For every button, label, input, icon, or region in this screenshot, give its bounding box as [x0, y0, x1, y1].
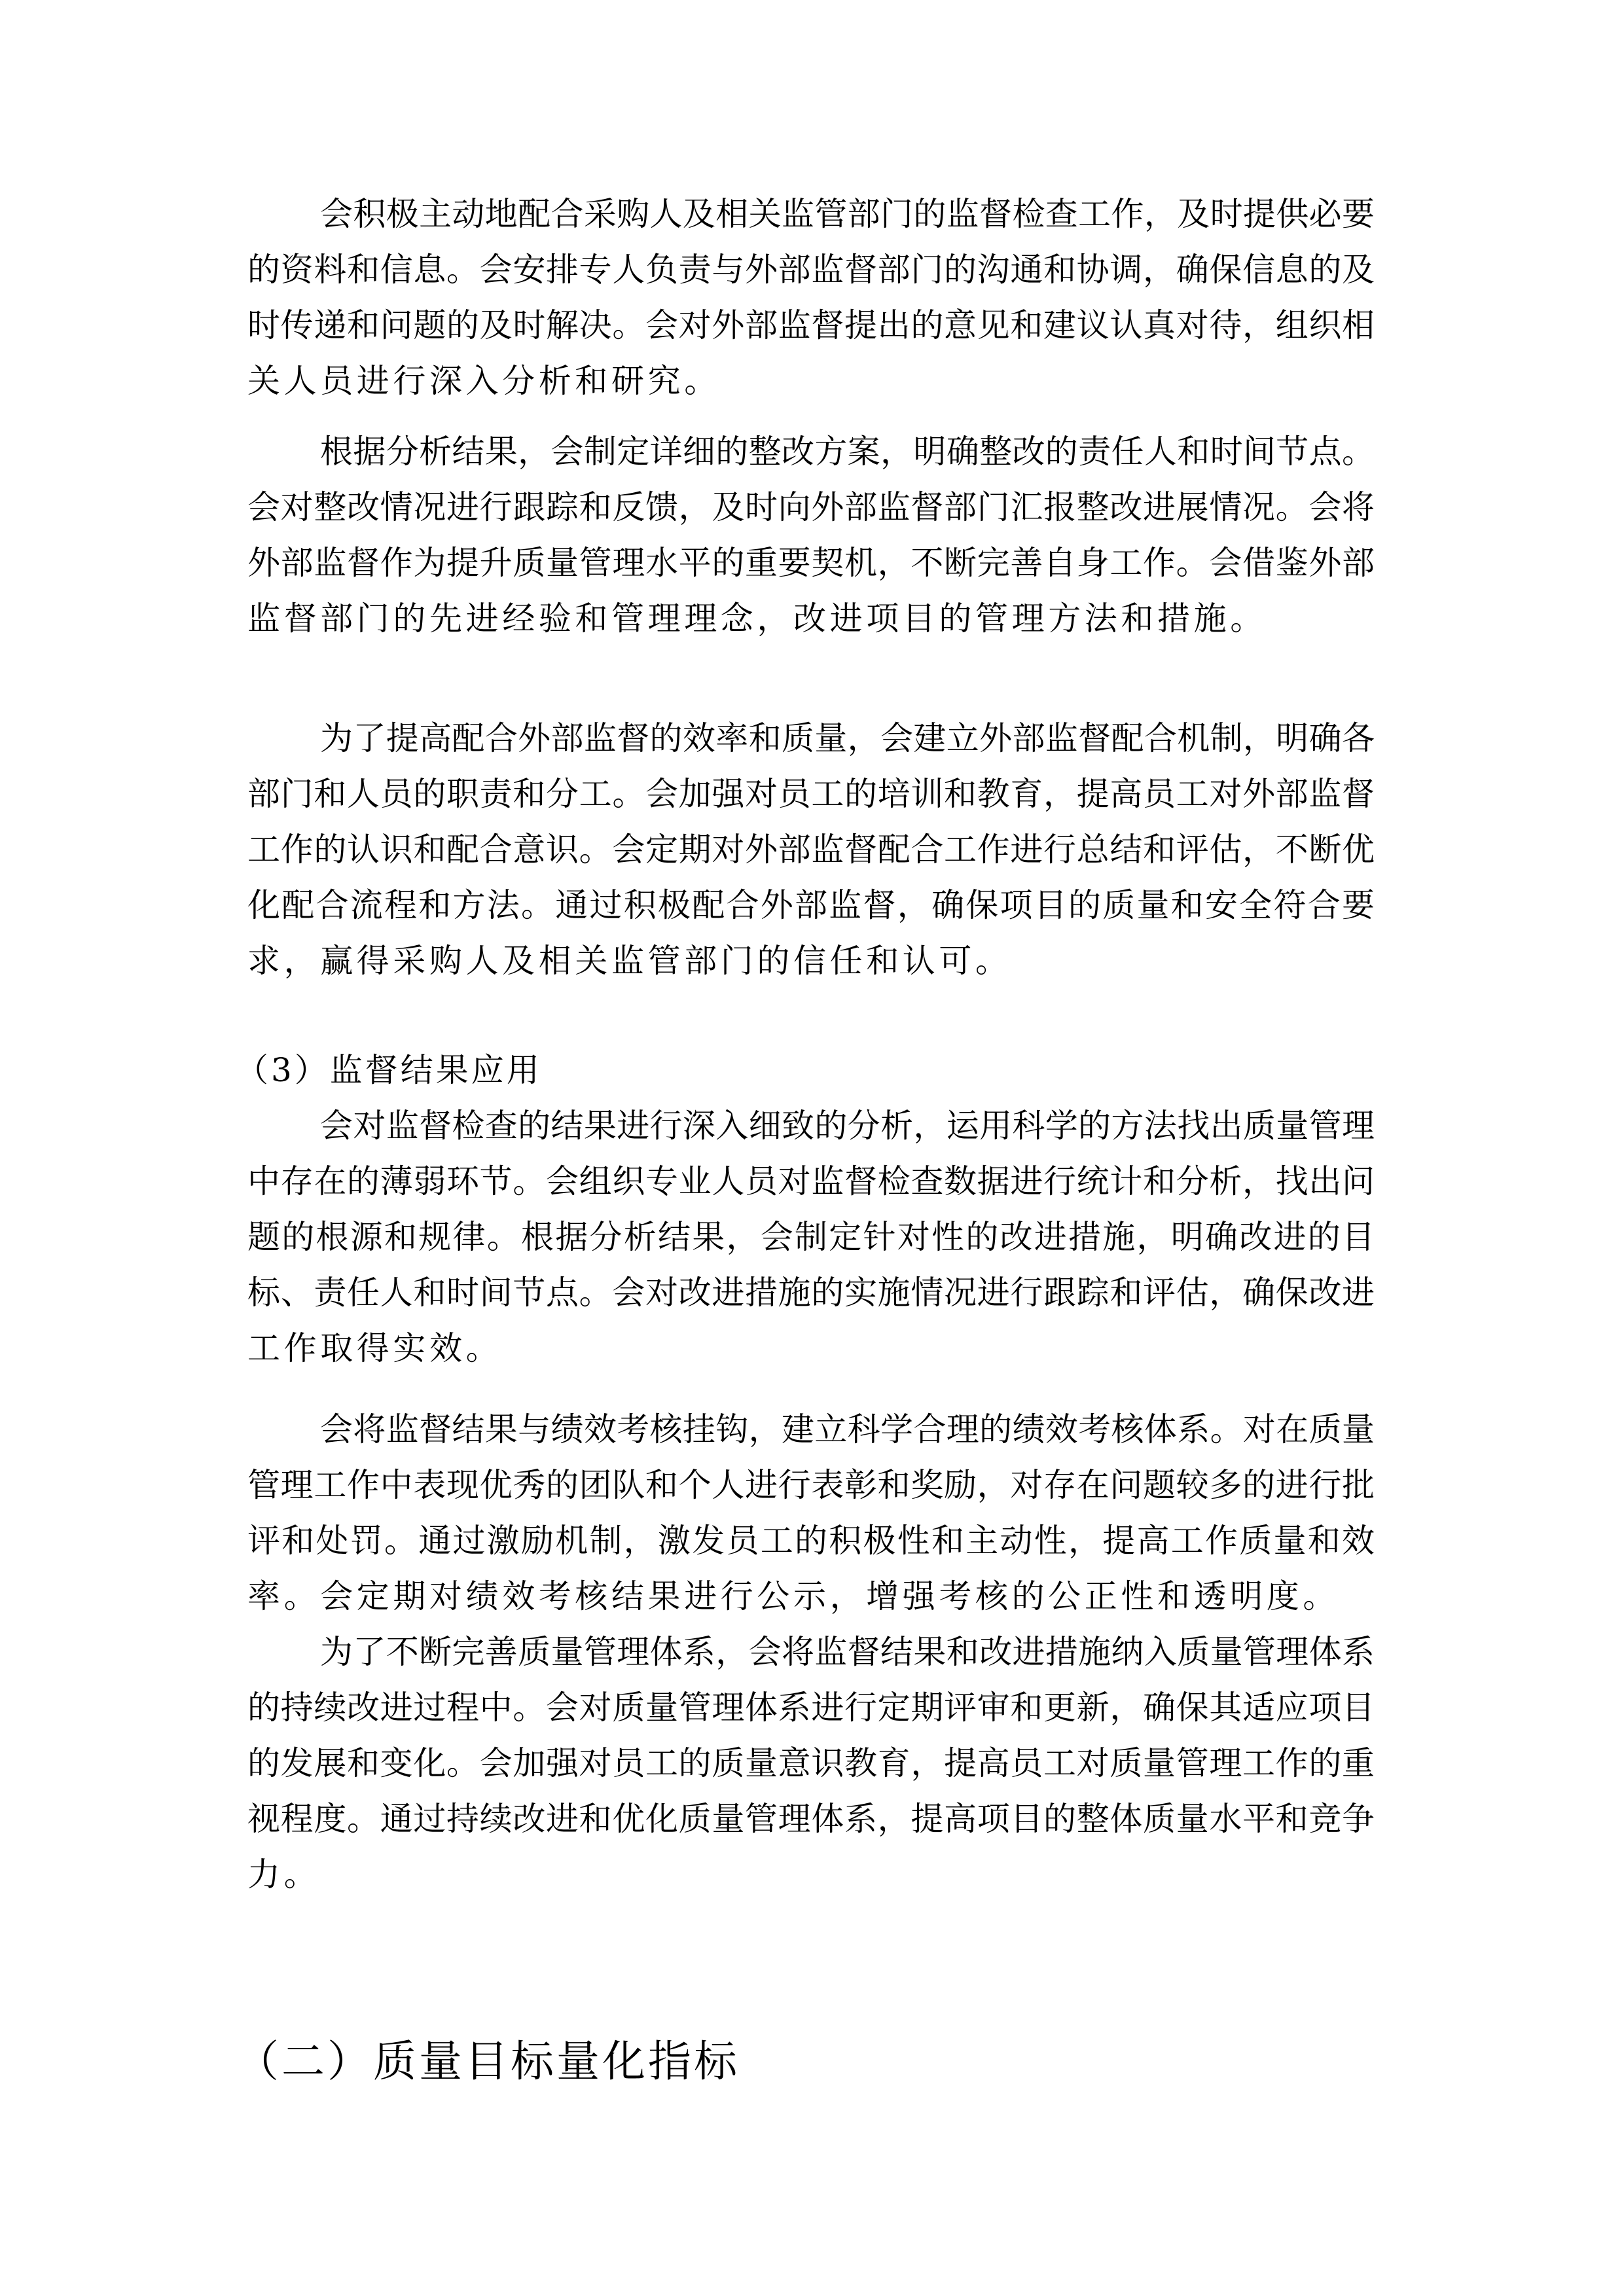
- text-line: 会对监督检查的结果进行深入细致的分析，运用科学的方法找出质量管理: [320, 1107, 1375, 1145]
- text-line: 管理工作中表现优秀的团队和个人进行表彰和奖励，对存在问题较多的进行批: [247, 1466, 1375, 1504]
- text-line: 求，赢得采购人及相关监管部门的信任和认可。: [247, 942, 1012, 980]
- text-line: 的持续改进过程中。会对质量管理体系进行定期评审和更新，确保其适应项目: [247, 1689, 1375, 1727]
- text-line: 外部监督作为提升质量管理水平的重要契机，不断完善自身工作。会借鉴外部: [247, 544, 1375, 582]
- text-line: 工作取得实效。: [247, 1329, 503, 1367]
- text-line: 会对整改情况进行跟踪和反馈，及时向外部监督部门汇报整改进展情况。会将: [247, 488, 1375, 526]
- section-title-quality-target-indicators: （二）质量目标量化指标: [236, 2036, 740, 2087]
- text-line: 会积极主动地配合采购人及相关监管部门的监督检查工作，及时提供必要: [320, 195, 1375, 233]
- subheading-supervision-results-application: （3）监督结果应用: [236, 1051, 542, 1089]
- text-line: 率。会定期对绩效考核结果进行公示，增强考核的公正性和透明度。: [247, 1577, 1339, 1615]
- text-line: 的发展和变化。会加强对员工的质量意识教育，提高员工对质量管理工作的重: [247, 1744, 1375, 1782]
- text-line: 评和处罚。通过激励机制，激发员工的积极性和主动性，提高工作质量和效: [247, 1522, 1375, 1560]
- text-line: 视程度。通过持续改进和优化质量管理体系，提高项目的整体质量水平和竞争: [247, 1800, 1375, 1838]
- text-line: 标、责任人和时间节点。会对改进措施的实施情况进行跟踪和评估，确保改进: [247, 1274, 1375, 1312]
- text-line: 时传递和问题的及时解决。会对外部监督提出的意见和建议认真对待，组织相: [247, 306, 1375, 344]
- text-line: 的资料和信息。会安排专人负责与外部监督部门的沟通和协调，确保信息的及: [247, 251, 1375, 289]
- text-line: 为了不断完善质量管理体系，会将监督结果和改进措施纳入质量管理体系: [320, 1633, 1375, 1671]
- text-line: 题的根源和规律。根据分析结果，会制定针对性的改进措施，明确改进的目: [247, 1218, 1375, 1256]
- text-line: 关人员进行深入分析和研究。: [247, 362, 721, 400]
- text-line: 为了提高配合外部监督的效率和质量，会建立外部监督配合机制，明确各: [320, 719, 1375, 757]
- text-line: 会将监督结果与绩效考核挂钩，建立科学合理的绩效考核体系。对在质量: [320, 1410, 1375, 1448]
- text-line: 中存在的薄弱环节。会组织专业人员对监督检查数据进行统计和分析，找出问: [247, 1162, 1375, 1200]
- text-line: 根据分析结果，会制定详细的整改方案，明确整改的责任人和时间节点。: [320, 433, 1375, 471]
- text-line: 化配合流程和方法。通过积极配合外部监督，确保项目的质量和安全符合要: [247, 886, 1375, 924]
- text-line: 部门和人员的职责和分工。会加强对员工的培训和教育，提高员工对外部监督: [247, 775, 1375, 813]
- text-line: 力。: [247, 1856, 321, 1893]
- text-line: 工作的认识和配合意识。会定期对外部监督配合工作进行总结和评估，不断优: [247, 831, 1375, 869]
- text-line: 监督部门的先进经验和管理理念，改进项目的管理方法和措施。: [247, 600, 1267, 637]
